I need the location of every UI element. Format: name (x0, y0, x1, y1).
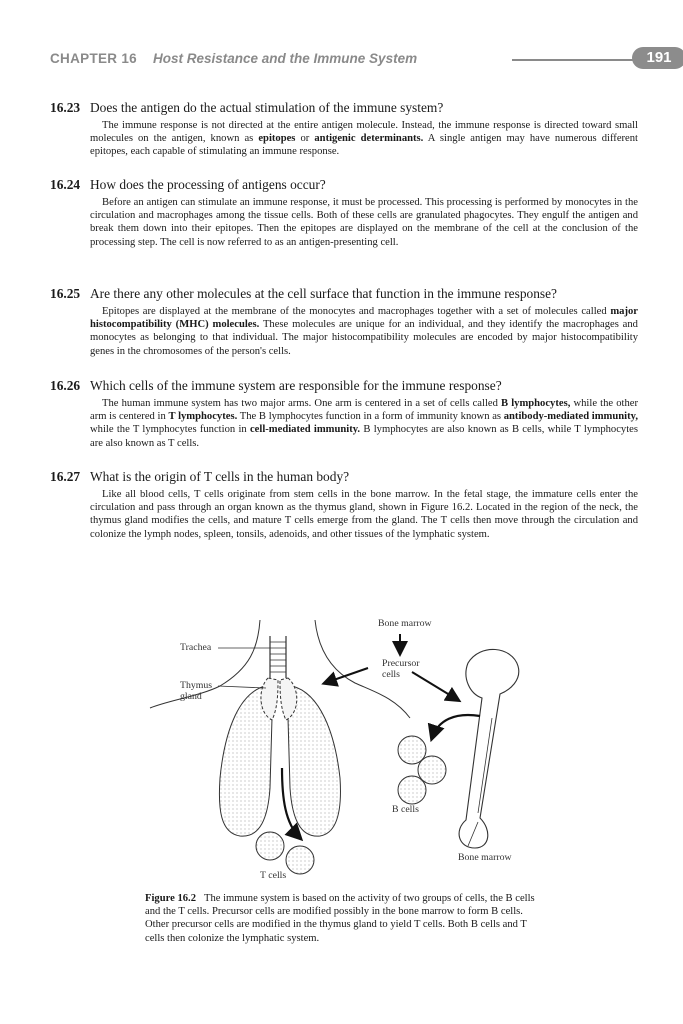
figure-caption (145, 892, 540, 945)
question-text: How does the processing of antigens occur? (90, 177, 326, 192)
chapter-label: CHAPTER 16 (50, 51, 137, 66)
bold-term: cell-mediated immunity. (249, 424, 361, 436)
question-block (50, 377, 638, 450)
answer-run: The B lymphocytes function in a form of immunity known as (237, 411, 504, 423)
label-precursor-cells: Precursor cells (382, 658, 420, 680)
label-bone-marrow-top: Bone marrow (378, 618, 432, 629)
answer-run: These molecules are unique for an individual, and they identify the macrophages and monocytes as belonging to that individual. The major histocompatibility molecules are encoded by major histocompatibility genes in the chromosomes of the person's cells. (90, 319, 638, 357)
bold-term: B lymphocytes, (501, 398, 571, 409)
arrow-bone-to-bcells (432, 715, 480, 738)
question-text: Are there any other molecules at the cell surface that function in the immune response? (90, 286, 558, 301)
answer-text (90, 119, 638, 159)
answer-run: The immune response is not directed at the entire antigen molecule. Instead, the immune response is directed toward small molecules on the antigen, known as (90, 120, 638, 145)
chapter-number: 16 (121, 51, 137, 66)
chapter-title: Host Resistance and the Immune System (153, 51, 418, 66)
label-bone-marrow-bottom: Bone marrow (458, 852, 512, 863)
answer-run: or (295, 133, 315, 145)
bold-term: epitopes (258, 133, 296, 145)
answer-run: A single antigen may have numerous different epitopes, each capable of stimulating an immune response. (90, 133, 638, 158)
question-block (50, 468, 638, 541)
question-text: What is the origin of T cells in the human body? (90, 469, 350, 484)
arrow-precursor-to-thymus (325, 668, 368, 683)
bold-term: major histocompatibility (MHC) molecules. (90, 306, 638, 331)
t-cell (256, 832, 284, 860)
answer-run: Before an antigen can stimulate an immune response, it must be processed. This processing is performed by monocytes in the circulation and macrophages among the tissue cells. Both of these cells are granulated phagocytes. They engulf the antigen and break them down into their epitopes. Then the epitopes are displayed on the membrane of the cell at the conclusion of the processing step. The cell is now referred to as an antigen-presenting cell. (90, 197, 638, 248)
answer-run: Epitopes are displayed at the membrane of the monocytes and macrophages together with a set of molecules called (102, 306, 611, 317)
caption-text: The immune system is based on the activity of two groups of cells, the B cells and the T cells. Precursor cells are modified possibly in the bone marrow to form B cells. Other precursor cells are modified in the thymus gland to yield T cells. Both B cells and T cells then colonize the lymphatic system. (145, 893, 535, 944)
caption-label: Figure 16.2 (145, 893, 197, 904)
label-t-cells: T cells (260, 870, 287, 881)
thymus-shape (261, 678, 297, 720)
question-block (50, 176, 638, 249)
question-text: Which cells of the immune system are responsible for the immune response? (90, 378, 502, 393)
label-trachea: Trachea (180, 642, 212, 653)
answer-run: Like all blood cells, T cells originate from stem cells in the bone marrow. In the fetal stage, the immature cells enter the circulation and pass through an organ known as the thymus gland, shown in Figure 16.2. Located in the region of the neck, the thymus gland modifies the cells, and mature T cells emerge from the gland. The T cells then move through the circulation and colonize the lymph nodes, spleen, tonsils, adenoids, and other tissues of the lymphatic system. (90, 489, 638, 540)
page-number-badge: 191 (632, 47, 683, 69)
answer-text (90, 397, 638, 450)
figure-immune-system (140, 608, 540, 888)
answer-run: B lymphocytes are also known as B cells, while T lymphocytes are also known as T cells. (90, 424, 638, 449)
t-cell (286, 846, 314, 874)
answer-run: while the other arm is centered in (90, 398, 638, 423)
question-text: Does the antigen do the actual stimulation of the immune system? (90, 100, 444, 115)
question-number: 16.23 (50, 100, 81, 115)
answer-run: The human immune system has two major arms. One arm is centered in a set of cells called (102, 398, 502, 409)
question-number: 16.26 (50, 378, 81, 393)
b-cell (398, 776, 426, 804)
answer-text (90, 196, 638, 249)
femur-bone (459, 649, 519, 848)
running-header (50, 47, 672, 73)
answer-text (90, 305, 638, 358)
label-thymus-gland: Thymus gland (180, 680, 213, 702)
header-rule (512, 59, 637, 61)
label-b-cells: B cells (392, 804, 419, 815)
right-lung (288, 686, 340, 836)
bold-term: antigenic determinants. (314, 133, 424, 145)
question-number: 16.24 (50, 177, 81, 192)
bold-term: antibody-mediated immunity, (503, 411, 638, 423)
bold-term: T lymphocytes. (168, 411, 238, 423)
question-block (50, 99, 638, 159)
answer-text (90, 488, 638, 541)
thymus-leader (218, 686, 266, 688)
answer-run: while the T lymphocytes function in (90, 424, 250, 436)
question-number: 16.27 (50, 469, 81, 484)
question-number: 16.25 (50, 286, 81, 301)
question-block (50, 285, 638, 358)
